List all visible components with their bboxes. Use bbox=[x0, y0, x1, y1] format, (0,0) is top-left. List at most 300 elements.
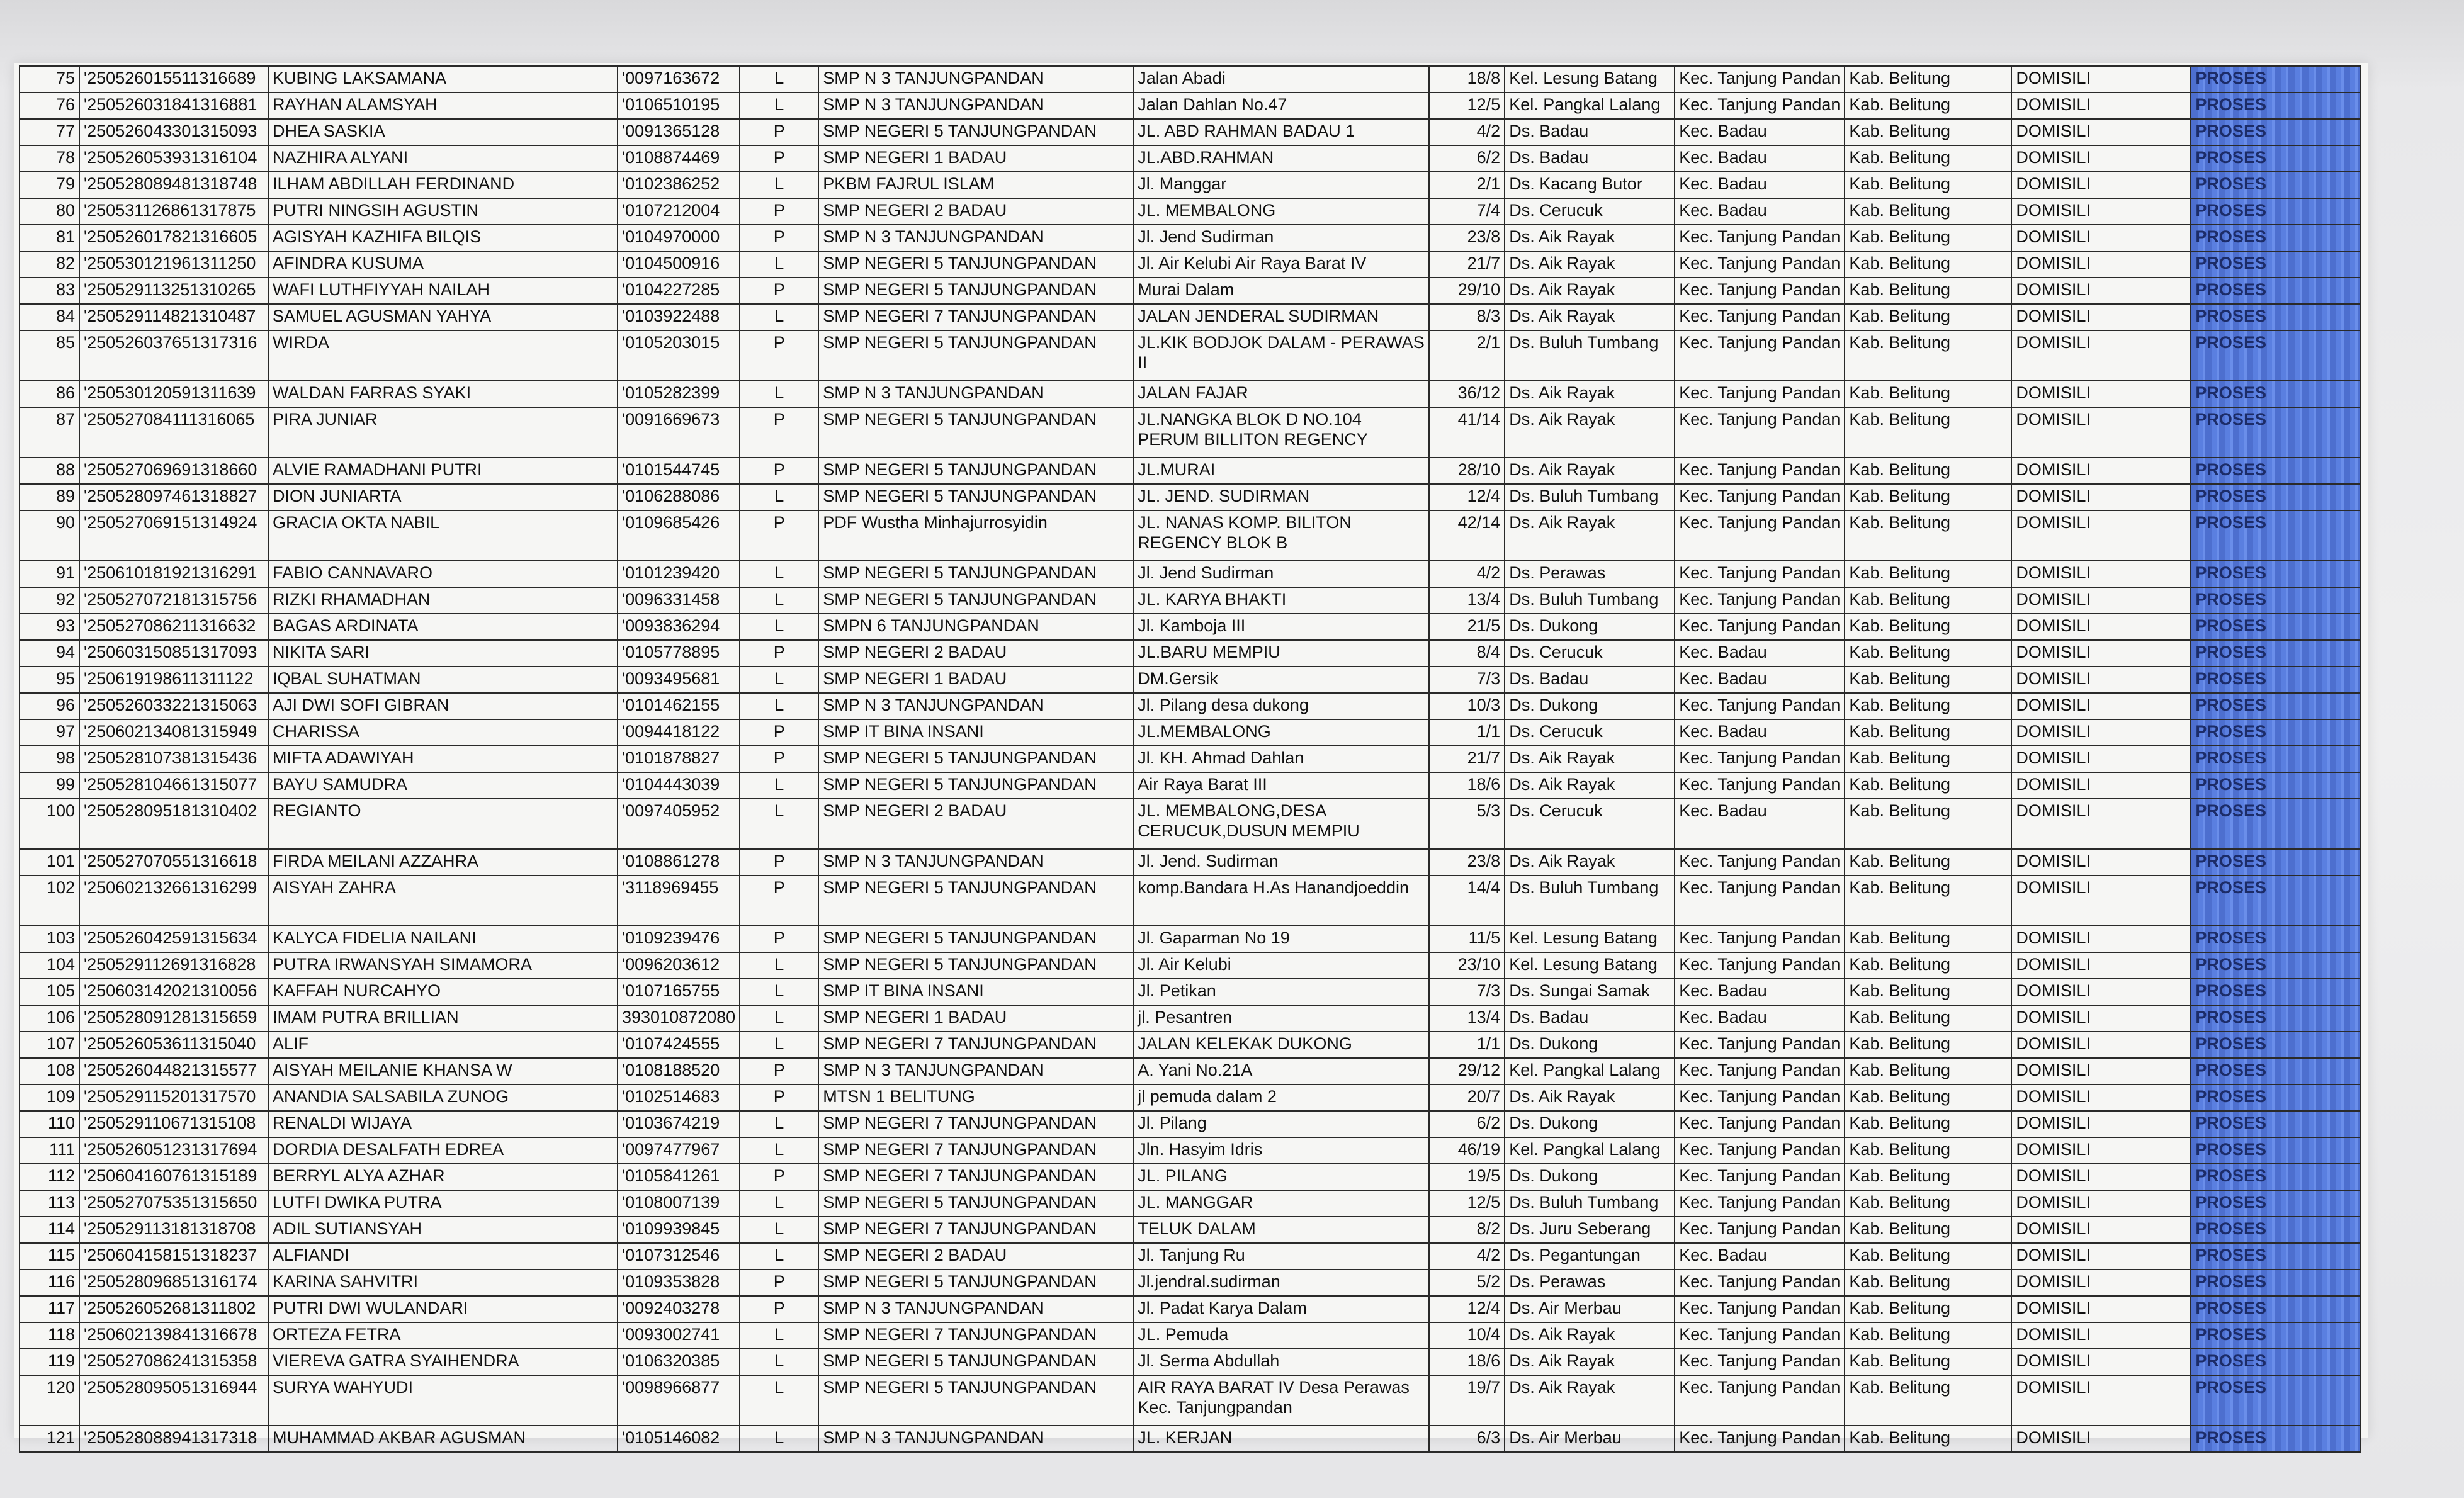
row-number-cell: 75 bbox=[20, 66, 79, 93]
student-name-cell: LUTFI DWIKA PUTRA bbox=[268, 1190, 618, 1217]
regency-cell: Kab. Belitung bbox=[1845, 979, 2011, 1005]
district-cell: Kec. Badau bbox=[1675, 1005, 1845, 1032]
address-cell: TELUK DALAM bbox=[1133, 1217, 1429, 1243]
nisn-cell: 393010872080 bbox=[618, 1005, 740, 1032]
address-cell: jl. Pesantren bbox=[1133, 1005, 1429, 1032]
school-cell: SMP NEGERI 5 TANJUNGPANDAN bbox=[818, 1190, 1133, 1217]
regency-cell: Kab. Belitung bbox=[1845, 1084, 2011, 1111]
address-cell: Jl. Pilang desa dukong bbox=[1133, 693, 1429, 719]
address-cell: JL. Pemuda bbox=[1133, 1322, 1429, 1349]
school-cell: MTSN 1 BELITUNG bbox=[818, 1084, 1133, 1111]
district-cell: Kec. Tanjung Pandan bbox=[1675, 1375, 1845, 1426]
nisn-cell: '0107424555 bbox=[618, 1032, 740, 1058]
table-row bbox=[20, 1426, 2361, 1452]
row-number-cell: 107 bbox=[20, 1032, 79, 1058]
nisn-cell: '0103922488 bbox=[618, 304, 740, 330]
school-cell: SMP N 3 TANJUNGPANDAN bbox=[818, 381, 1133, 407]
rt-rw-cell: 36/12 bbox=[1429, 381, 1505, 407]
student-name-cell: RENALDI WIJAYA bbox=[268, 1111, 618, 1137]
admission-path-cell: DOMISILI bbox=[2011, 330, 2191, 381]
rt-rw-cell: 23/8 bbox=[1429, 849, 1505, 876]
village-cell: Ds. Aik Rayak bbox=[1505, 1375, 1675, 1426]
rt-rw-cell: 7/3 bbox=[1429, 667, 1505, 693]
table-row bbox=[20, 614, 2361, 640]
gender-cell: L bbox=[740, 1005, 818, 1032]
registration-id-cell: '250527072181315756 bbox=[79, 587, 268, 614]
address-cell: Jl. Petikan bbox=[1133, 979, 1429, 1005]
table-row bbox=[20, 381, 2361, 407]
village-cell: Ds. Dukong bbox=[1505, 1032, 1675, 1058]
admission-path-cell: DOMISILI bbox=[2011, 304, 2191, 330]
admission-path-cell: DOMISILI bbox=[2011, 849, 2191, 876]
village-cell: Ds. Aik Rayak bbox=[1505, 772, 1675, 799]
nisn-cell: '0101462155 bbox=[618, 693, 740, 719]
school-cell: SMP NEGERI 7 TANJUNGPANDAN bbox=[818, 1111, 1133, 1137]
nisn-cell: '0108188520 bbox=[618, 1058, 740, 1084]
school-cell: PKBM FAJRUL ISLAM bbox=[818, 172, 1133, 198]
rt-rw-cell: 19/7 bbox=[1429, 1375, 1505, 1426]
status-badge-cell: PROSES bbox=[2191, 1217, 2361, 1243]
gender-cell: P bbox=[740, 225, 818, 251]
gender-cell: P bbox=[740, 198, 818, 225]
village-cell: Ds. Perawas bbox=[1505, 1270, 1675, 1296]
student-name-cell: ADIL SUTIANSYAH bbox=[268, 1217, 618, 1243]
address-cell: Jl. Jend. Sudirman bbox=[1133, 849, 1429, 876]
address-cell: Jl. Manggar bbox=[1133, 172, 1429, 198]
regency-cell: Kab. Belitung bbox=[1845, 458, 2011, 484]
row-number-cell: 97 bbox=[20, 719, 79, 746]
status-badge-cell: PROSES bbox=[2191, 198, 2361, 225]
school-cell: SMPN 6 TANJUNGPANDAN bbox=[818, 614, 1133, 640]
school-cell: SMP NEGERI 1 BADAU bbox=[818, 1005, 1133, 1032]
village-cell: Ds. Aik Rayak bbox=[1505, 849, 1675, 876]
rt-rw-cell: 10/3 bbox=[1429, 693, 1505, 719]
regency-cell: Kab. Belitung bbox=[1845, 640, 2011, 667]
nisn-cell: '0104970000 bbox=[618, 225, 740, 251]
status-badge-cell: PROSES bbox=[2191, 330, 2361, 381]
village-cell: Ds. Aik Rayak bbox=[1505, 1084, 1675, 1111]
status-badge-cell: PROSES bbox=[2191, 1005, 2361, 1032]
district-cell: Kec. Tanjung Pandan bbox=[1675, 1190, 1845, 1217]
regency-cell: Kab. Belitung bbox=[1845, 1217, 2011, 1243]
table-row bbox=[20, 278, 2361, 304]
school-cell: SMP NEGERI 2 BADAU bbox=[818, 198, 1133, 225]
row-number-cell: 121 bbox=[20, 1426, 79, 1452]
row-number-cell: 82 bbox=[20, 251, 79, 278]
district-cell: Kec. Tanjung Pandan bbox=[1675, 510, 1845, 561]
registration-id-cell: '250526043301315093 bbox=[79, 119, 268, 145]
school-cell: SMP NEGERI 5 TANJUNGPANDAN bbox=[818, 746, 1133, 772]
gender-cell: L bbox=[740, 799, 818, 849]
rt-rw-cell: 12/4 bbox=[1429, 484, 1505, 510]
registration-id-cell: '250528096851316174 bbox=[79, 1270, 268, 1296]
admission-path-cell: DOMISILI bbox=[2011, 1058, 2191, 1084]
district-cell: Kec. Tanjung Pandan bbox=[1675, 278, 1845, 304]
table-row bbox=[20, 1137, 2361, 1164]
table-row bbox=[20, 407, 2361, 458]
address-cell: JL.BARU MEMPIU bbox=[1133, 640, 1429, 667]
status-badge-cell: PROSES bbox=[2191, 1243, 2361, 1270]
nisn-cell: '0108874469 bbox=[618, 145, 740, 172]
registration-id-cell: '250530121961311250 bbox=[79, 251, 268, 278]
status-badge-cell: PROSES bbox=[2191, 1296, 2361, 1322]
student-name-cell: DION JUNIARTA bbox=[268, 484, 618, 510]
village-cell: Ds. Aik Rayak bbox=[1505, 1322, 1675, 1349]
gender-cell: L bbox=[740, 979, 818, 1005]
registration-id-cell: '250603150851317093 bbox=[79, 640, 268, 667]
row-number-cell: 94 bbox=[20, 640, 79, 667]
rt-rw-cell: 19/5 bbox=[1429, 1164, 1505, 1190]
nisn-cell: '0106320385 bbox=[618, 1349, 740, 1375]
admission-path-cell: DOMISILI bbox=[2011, 1111, 2191, 1137]
status-badge-cell: PROSES bbox=[2191, 719, 2361, 746]
district-cell: Kec. Tanjung Pandan bbox=[1675, 1322, 1845, 1349]
table-row bbox=[20, 667, 2361, 693]
row-number-cell: 100 bbox=[20, 799, 79, 849]
row-number-cell: 83 bbox=[20, 278, 79, 304]
table-row bbox=[20, 876, 2361, 926]
nisn-cell: '0093002741 bbox=[618, 1322, 740, 1349]
address-cell: JL. JEND. SUDIRMAN bbox=[1133, 484, 1429, 510]
table-row bbox=[20, 640, 2361, 667]
row-number-cell: 89 bbox=[20, 484, 79, 510]
gender-cell: P bbox=[740, 145, 818, 172]
village-cell: Kel. Pangkal Lalang bbox=[1505, 1058, 1675, 1084]
nisn-cell: '3118969455 bbox=[618, 876, 740, 926]
registration-id-cell: '250526044821315577 bbox=[79, 1058, 268, 1084]
admission-path-cell: DOMISILI bbox=[2011, 484, 2191, 510]
school-cell: PDF Wustha Minhajurrosyidin bbox=[818, 510, 1133, 561]
nisn-cell: '0107212004 bbox=[618, 198, 740, 225]
rt-rw-cell: 23/10 bbox=[1429, 952, 1505, 979]
village-cell: Ds. Aik Rayak bbox=[1505, 251, 1675, 278]
row-number-cell: 103 bbox=[20, 926, 79, 952]
student-name-cell: ALFIANDI bbox=[268, 1243, 618, 1270]
admission-path-cell: DOMISILI bbox=[2011, 510, 2191, 561]
address-cell: AIR RAYA BARAT IV Desa Perawas Kec. Tanjungpandan bbox=[1133, 1375, 1429, 1426]
school-cell: SMP N 3 TANJUNGPANDAN bbox=[818, 1296, 1133, 1322]
school-cell: SMP NEGERI 5 TANJUNGPANDAN bbox=[818, 278, 1133, 304]
nisn-cell: '0107312546 bbox=[618, 1243, 740, 1270]
row-number-cell: 93 bbox=[20, 614, 79, 640]
school-cell: SMP NEGERI 7 TANJUNGPANDAN bbox=[818, 1217, 1133, 1243]
nisn-cell: '0107165755 bbox=[618, 979, 740, 1005]
registration-id-cell: '250603142021310056 bbox=[79, 979, 268, 1005]
registration-id-cell: '250527084111316065 bbox=[79, 407, 268, 458]
regency-cell: Kab. Belitung bbox=[1845, 381, 2011, 407]
row-number-cell: 111 bbox=[20, 1137, 79, 1164]
regency-cell: Kab. Belitung bbox=[1845, 93, 2011, 119]
registration-id-cell: '250602139841316678 bbox=[79, 1322, 268, 1349]
gender-cell: P bbox=[740, 510, 818, 561]
status-badge-cell: PROSES bbox=[2191, 145, 2361, 172]
status-badge-cell: PROSES bbox=[2191, 304, 2361, 330]
row-number-cell: 119 bbox=[20, 1349, 79, 1375]
admission-path-cell: DOMISILI bbox=[2011, 1164, 2191, 1190]
registration-id-cell: '250528097461318827 bbox=[79, 484, 268, 510]
village-cell: Ds. Aik Rayak bbox=[1505, 746, 1675, 772]
registration-id-cell: '250526051231317694 bbox=[79, 1137, 268, 1164]
district-cell: Kec. Tanjung Pandan bbox=[1675, 849, 1845, 876]
rt-rw-cell: 12/5 bbox=[1429, 1190, 1505, 1217]
status-badge-cell: PROSES bbox=[2191, 799, 2361, 849]
table-row bbox=[20, 510, 2361, 561]
registration-id-cell: '250529115201317570 bbox=[79, 1084, 268, 1111]
village-cell: Ds. Cerucuk bbox=[1505, 719, 1675, 746]
student-name-cell: RAYHAN ALAMSYAH bbox=[268, 93, 618, 119]
table-row bbox=[20, 1190, 2361, 1217]
district-cell: Kec. Tanjung Pandan bbox=[1675, 772, 1845, 799]
registration-id-cell: '250527086241315358 bbox=[79, 1349, 268, 1375]
registration-id-cell: '250529112691316828 bbox=[79, 952, 268, 979]
table-row bbox=[20, 172, 2361, 198]
status-badge-cell: PROSES bbox=[2191, 225, 2361, 251]
row-number-cell: 118 bbox=[20, 1322, 79, 1349]
row-number-cell: 91 bbox=[20, 561, 79, 587]
village-cell: Ds. Buluh Tumbang bbox=[1505, 484, 1675, 510]
district-cell: Kec. Badau bbox=[1675, 719, 1845, 746]
district-cell: Kec. Tanjung Pandan bbox=[1675, 693, 1845, 719]
row-number-cell: 114 bbox=[20, 1217, 79, 1243]
student-name-cell: ALIF bbox=[268, 1032, 618, 1058]
school-cell: SMP NEGERI 7 TANJUNGPANDAN bbox=[818, 1032, 1133, 1058]
table-row bbox=[20, 1058, 2361, 1084]
school-cell: SMP N 3 TANJUNGPANDAN bbox=[818, 93, 1133, 119]
admission-path-cell: DOMISILI bbox=[2011, 93, 2191, 119]
village-cell: Ds. Air Merbau bbox=[1505, 1426, 1675, 1452]
district-cell: Kec. Tanjung Pandan bbox=[1675, 1426, 1845, 1452]
district-cell: Kec. Tanjung Pandan bbox=[1675, 251, 1845, 278]
rt-rw-cell: 29/10 bbox=[1429, 278, 1505, 304]
district-cell: Kec. Badau bbox=[1675, 979, 1845, 1005]
district-cell: Kec. Tanjung Pandan bbox=[1675, 1111, 1845, 1137]
nisn-cell: '0101544745 bbox=[618, 458, 740, 484]
table-row bbox=[20, 145, 2361, 172]
rt-rw-cell: 10/4 bbox=[1429, 1322, 1505, 1349]
regency-cell: Kab. Belitung bbox=[1845, 876, 2011, 926]
admission-path-cell: DOMISILI bbox=[2011, 1137, 2191, 1164]
admission-path-cell: DOMISILI bbox=[2011, 772, 2191, 799]
status-badge-cell: PROSES bbox=[2191, 251, 2361, 278]
registration-id-cell: '250610181921316291 bbox=[79, 561, 268, 587]
nisn-cell: '0093495681 bbox=[618, 667, 740, 693]
student-name-cell: CHARISSA bbox=[268, 719, 618, 746]
student-name-cell: KUBING LAKSAMANA bbox=[268, 66, 618, 93]
school-cell: SMP NEGERI 5 TANJUNGPANDAN bbox=[818, 407, 1133, 458]
registration-id-cell: '250531126861317875 bbox=[79, 198, 268, 225]
rt-rw-cell: 6/2 bbox=[1429, 1111, 1505, 1137]
admission-path-cell: DOMISILI bbox=[2011, 1322, 2191, 1349]
table-row bbox=[20, 1111, 2361, 1137]
table-row bbox=[20, 1084, 2361, 1111]
student-name-cell: BAGAS ARDINATA bbox=[268, 614, 618, 640]
gender-cell: P bbox=[740, 278, 818, 304]
district-cell: Kec. Tanjung Pandan bbox=[1675, 93, 1845, 119]
admission-path-cell: DOMISILI bbox=[2011, 278, 2191, 304]
school-cell: SMP NEGERI 7 TANJUNGPANDAN bbox=[818, 304, 1133, 330]
rt-rw-cell: 1/1 bbox=[1429, 1032, 1505, 1058]
address-cell: Jl.jendral.sudirman bbox=[1133, 1270, 1429, 1296]
status-badge-cell: PROSES bbox=[2191, 1032, 2361, 1058]
nisn-cell: '0106288086 bbox=[618, 484, 740, 510]
row-number-cell: 95 bbox=[20, 667, 79, 693]
admission-path-cell: DOMISILI bbox=[2011, 407, 2191, 458]
student-name-cell: MUHAMMAD AKBAR AGUSMAN bbox=[268, 1426, 618, 1452]
admission-path-cell: DOMISILI bbox=[2011, 799, 2191, 849]
school-cell: SMP N 3 TANJUNGPANDAN bbox=[818, 849, 1133, 876]
admission-path-cell: DOMISILI bbox=[2011, 119, 2191, 145]
school-cell: SMP N 3 TANJUNGPANDAN bbox=[818, 1426, 1133, 1452]
registration-id-cell: '250527070551316618 bbox=[79, 849, 268, 876]
address-cell: DM.Gersik bbox=[1133, 667, 1429, 693]
nisn-cell: '0102386252 bbox=[618, 172, 740, 198]
address-cell: JL. KERJAN bbox=[1133, 1426, 1429, 1452]
table-row bbox=[20, 1243, 2361, 1270]
rt-rw-cell: 6/3 bbox=[1429, 1426, 1505, 1452]
registration-id-cell: '250528088941317318 bbox=[79, 1426, 268, 1452]
nisn-cell: '0103674219 bbox=[618, 1111, 740, 1137]
district-cell: Kec. Tanjung Pandan bbox=[1675, 1084, 1845, 1111]
rt-rw-cell: 7/3 bbox=[1429, 979, 1505, 1005]
regency-cell: Kab. Belitung bbox=[1845, 1375, 2011, 1426]
admission-path-cell: DOMISILI bbox=[2011, 172, 2191, 198]
district-cell: Kec. Tanjung Pandan bbox=[1675, 66, 1845, 93]
gender-cell: L bbox=[740, 667, 818, 693]
rt-rw-cell: 1/1 bbox=[1429, 719, 1505, 746]
student-name-cell: SAMUEL AGUSMAN YAHYA bbox=[268, 304, 618, 330]
nisn-cell: '0094418122 bbox=[618, 719, 740, 746]
address-cell: JL.MEMBALONG bbox=[1133, 719, 1429, 746]
regency-cell: Kab. Belitung bbox=[1845, 693, 2011, 719]
regency-cell: Kab. Belitung bbox=[1845, 587, 2011, 614]
school-cell: SMP NEGERI 5 TANJUNGPANDAN bbox=[818, 1375, 1133, 1426]
table-row bbox=[20, 693, 2361, 719]
district-cell: Kec. Tanjung Pandan bbox=[1675, 304, 1845, 330]
school-cell: SMP NEGERI 5 TANJUNGPANDAN bbox=[818, 484, 1133, 510]
registration-id-cell: '250604160761315189 bbox=[79, 1164, 268, 1190]
village-cell: Ds. Dukong bbox=[1505, 614, 1675, 640]
address-cell: Jl. Jend Sudirman bbox=[1133, 225, 1429, 251]
regency-cell: Kab. Belitung bbox=[1845, 278, 2011, 304]
school-cell: SMP NEGERI 5 TANJUNGPANDAN bbox=[818, 1349, 1133, 1375]
village-cell: Ds. Badau bbox=[1505, 1005, 1675, 1032]
registration-id-cell: '250526037651317316 bbox=[79, 330, 268, 381]
status-badge-cell: PROSES bbox=[2191, 1349, 2361, 1375]
address-cell: JL. KARYA BHAKTI bbox=[1133, 587, 1429, 614]
row-number-cell: 80 bbox=[20, 198, 79, 225]
table-row bbox=[20, 251, 2361, 278]
district-cell: Kec. Tanjung Pandan bbox=[1675, 1058, 1845, 1084]
village-cell: Kel. Lesung Batang bbox=[1505, 926, 1675, 952]
regency-cell: Kab. Belitung bbox=[1845, 1296, 2011, 1322]
village-cell: Ds. Dukong bbox=[1505, 693, 1675, 719]
nisn-cell: '0093836294 bbox=[618, 614, 740, 640]
student-name-cell: AISYAH MEILANIE KHANSA W bbox=[268, 1058, 618, 1084]
district-cell: Kec. Tanjung Pandan bbox=[1675, 926, 1845, 952]
school-cell: SMP NEGERI 5 TANJUNGPANDAN bbox=[818, 772, 1133, 799]
regency-cell: Kab. Belitung bbox=[1845, 719, 2011, 746]
row-number-cell: 116 bbox=[20, 1270, 79, 1296]
status-badge-cell: PROSES bbox=[2191, 952, 2361, 979]
nisn-cell: '0105841261 bbox=[618, 1164, 740, 1190]
gender-cell: L bbox=[740, 587, 818, 614]
village-cell: Ds. Aik Rayak bbox=[1505, 1349, 1675, 1375]
status-badge-cell: PROSES bbox=[2191, 458, 2361, 484]
table-row bbox=[20, 304, 2361, 330]
nisn-cell: '0091365128 bbox=[618, 119, 740, 145]
nisn-cell: '0108861278 bbox=[618, 849, 740, 876]
admission-path-cell: DOMISILI bbox=[2011, 1270, 2191, 1296]
regency-cell: Kab. Belitung bbox=[1845, 1005, 2011, 1032]
student-name-cell: ORTEZA FETRA bbox=[268, 1322, 618, 1349]
address-cell: Jl. Gaparman No 19 bbox=[1133, 926, 1429, 952]
student-name-cell: PUTRI NINGSIH AGUSTIN bbox=[268, 198, 618, 225]
regency-cell: Kab. Belitung bbox=[1845, 772, 2011, 799]
student-name-cell: WIRDA bbox=[268, 330, 618, 381]
student-name-cell: VIEREVA GATRA SYAIHENDRA bbox=[268, 1349, 618, 1375]
school-cell: SMP NEGERI 7 TANJUNGPANDAN bbox=[818, 1137, 1133, 1164]
school-cell: SMP NEGERI 5 TANJUNGPANDAN bbox=[818, 119, 1133, 145]
village-cell: Ds. Buluh Tumbang bbox=[1505, 1190, 1675, 1217]
row-number-cell: 79 bbox=[20, 172, 79, 198]
student-name-cell: PIRA JUNIAR bbox=[268, 407, 618, 458]
address-cell: Jln. Hasyim Idris bbox=[1133, 1137, 1429, 1164]
registration-id-cell: '250602132661316299 bbox=[79, 876, 268, 926]
address-cell: JL. NANAS KOMP. BILITON REGENCY BLOK B bbox=[1133, 510, 1429, 561]
registration-id-cell: '250529113181318708 bbox=[79, 1217, 268, 1243]
table-row bbox=[20, 772, 2361, 799]
status-badge-cell: PROSES bbox=[2191, 1322, 2361, 1349]
table-row bbox=[20, 1322, 2361, 1349]
table-row bbox=[20, 1032, 2361, 1058]
status-badge-cell: PROSES bbox=[2191, 1084, 2361, 1111]
gender-cell: L bbox=[740, 1322, 818, 1349]
registration-id-cell: '250528095051316944 bbox=[79, 1375, 268, 1426]
row-number-cell: 113 bbox=[20, 1190, 79, 1217]
admission-path-cell: DOMISILI bbox=[2011, 145, 2191, 172]
registration-id-cell: '250528107381315436 bbox=[79, 746, 268, 772]
school-cell: SMP NEGERI 7 TANJUNGPANDAN bbox=[818, 1322, 1133, 1349]
nisn-cell: '0109939845 bbox=[618, 1217, 740, 1243]
student-name-cell: AISYAH ZAHRA bbox=[268, 876, 618, 926]
address-cell: komp.Bandara H.As Hanandjoeddin bbox=[1133, 876, 1429, 926]
school-cell: SMP N 3 TANJUNGPANDAN bbox=[818, 225, 1133, 251]
student-name-cell: AGISYAH KAZHIFA BILQIS bbox=[268, 225, 618, 251]
rt-rw-cell: 46/19 bbox=[1429, 1137, 1505, 1164]
regency-cell: Kab. Belitung bbox=[1845, 251, 2011, 278]
district-cell: Kec. Badau bbox=[1675, 1243, 1845, 1270]
status-badge-cell: PROSES bbox=[2191, 1058, 2361, 1084]
student-name-cell: FIRDA MEILANI AZZAHRA bbox=[268, 849, 618, 876]
district-cell: Kec. Tanjung Pandan bbox=[1675, 225, 1845, 251]
address-cell: JL.NANGKA BLOK D NO.104 PERUM BILLITON REGENCY bbox=[1133, 407, 1429, 458]
student-name-cell: BERRYL ALYA AZHAR bbox=[268, 1164, 618, 1190]
registration-id-cell: '250526042591315634 bbox=[79, 926, 268, 952]
rt-rw-cell: 5/3 bbox=[1429, 799, 1505, 849]
registration-id-cell: '250530120591311639 bbox=[79, 381, 268, 407]
regency-cell: Kab. Belitung bbox=[1845, 1349, 2011, 1375]
address-cell: JL. MANGGAR bbox=[1133, 1190, 1429, 1217]
status-badge-cell: PROSES bbox=[2191, 849, 2361, 876]
district-cell: Kec. Tanjung Pandan bbox=[1675, 876, 1845, 926]
gender-cell: P bbox=[740, 1084, 818, 1111]
rt-rw-cell: 8/3 bbox=[1429, 304, 1505, 330]
district-cell: Kec. Tanjung Pandan bbox=[1675, 1032, 1845, 1058]
student-name-cell: WALDAN FARRAS SYAKI bbox=[268, 381, 618, 407]
address-cell: Jl. KH. Ahmad Dahlan bbox=[1133, 746, 1429, 772]
nisn-cell: '0104443039 bbox=[618, 772, 740, 799]
address-cell: Murai Dalam bbox=[1133, 278, 1429, 304]
